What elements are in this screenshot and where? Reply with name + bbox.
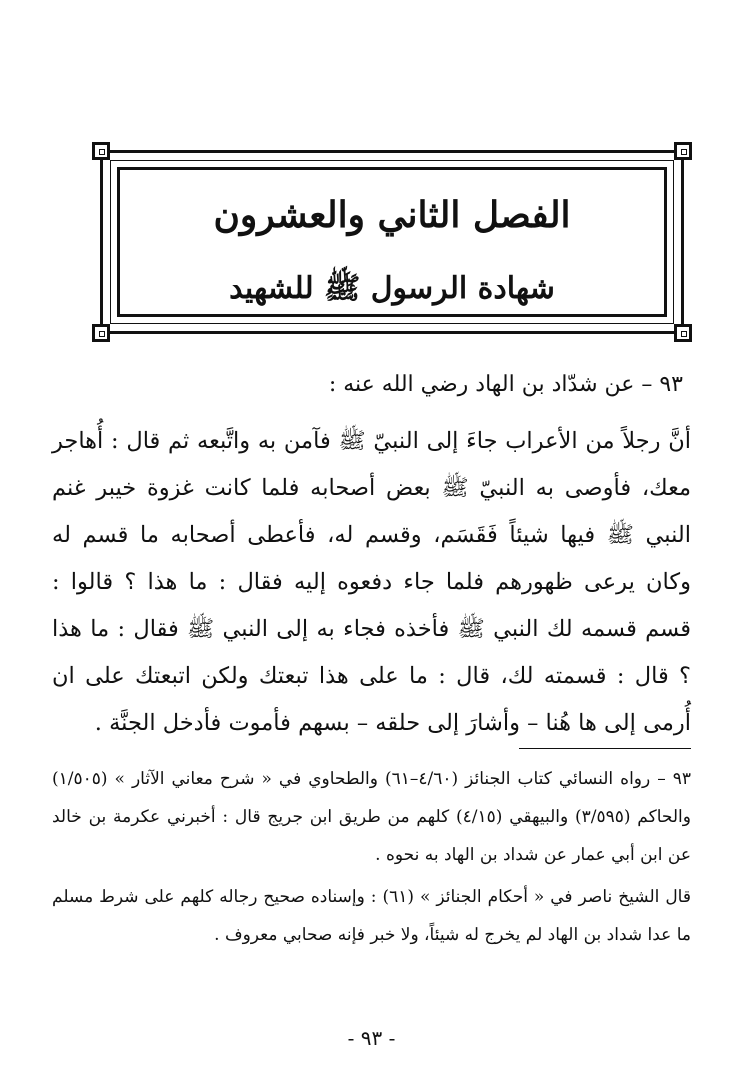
footnote-source: ٩٣ – رواه النسائي كتاب الجنائز (٤/٦٠–٦١) والطحاوي في « شرح معاني الآثار » (١/٥٠٥) والحاكم (٣/٥٩٥) والبيهقي (٤/١٥) كلهم من طريق ابن جريج قال : أخبرني عكرمة بن خالد عن ابن أبي عمار عن شداد بن الهاد به نحوه . — [52, 769, 691, 865]
hadith-body: أنَّ رجلاً من الأعراب جاءَ إلى النبيّ ﷺ فآمن به واتَّبعه ثم قال : أُهاجر معك، فأوصى به النبيّ ﷺ بعض أصحابه فلما كانت غزوة خيبر غنم النبي ﷺ فيها شيئاً فَقَسَم، وقسم له، فأعطى أصحابه ما قسم له وكان يرعى ظهورهم فلما جاء دفعوه إليه فقال : ما هذا ؟ قالوا : قسم قسمه لك النبي ﷺ فأخذه فجاء به إلى النبي ﷺ فقال : ما هذا ؟ قال : قسمته لك، قال : ما على هذا تبعتك ولكن اتبعتك على ان أُرمى إلى ها هُنا – وأشارَ إلى حلقه – بسهم فأموت فأدخل الجنَّة . — [52, 428, 691, 736]
chapter-frame — [92, 142, 692, 342]
frame-corner-ornament — [92, 324, 110, 342]
hadith-header: ٩٣ – عن شدّاد بن الهاد رضي الله عنه : — [328, 372, 683, 397]
frame-corner-ornament — [674, 324, 692, 342]
chapter-title: الفصل الثاني والعشرون — [213, 194, 571, 236]
footnote-divider — [519, 748, 691, 749]
frame-corner-ornament — [674, 142, 692, 160]
chapter-subtitle: شهادة الرسول ﷺ للشهيد — [229, 271, 555, 306]
footnote-grading: قال الشيخ ناصر في « أحكام الجنائز » (٦١) : وإسناده صحيح رجاله كلهم على شرط مسلم ما عدا شداد بن الهاد لم يخرج له شيئاً، ولا خبر فإنه صحابي معروف . — [52, 887, 691, 945]
page-number: - ٩٣ - — [347, 1026, 396, 1050]
footnotes — [52, 760, 691, 954]
frame-corner-ornament — [92, 142, 110, 160]
